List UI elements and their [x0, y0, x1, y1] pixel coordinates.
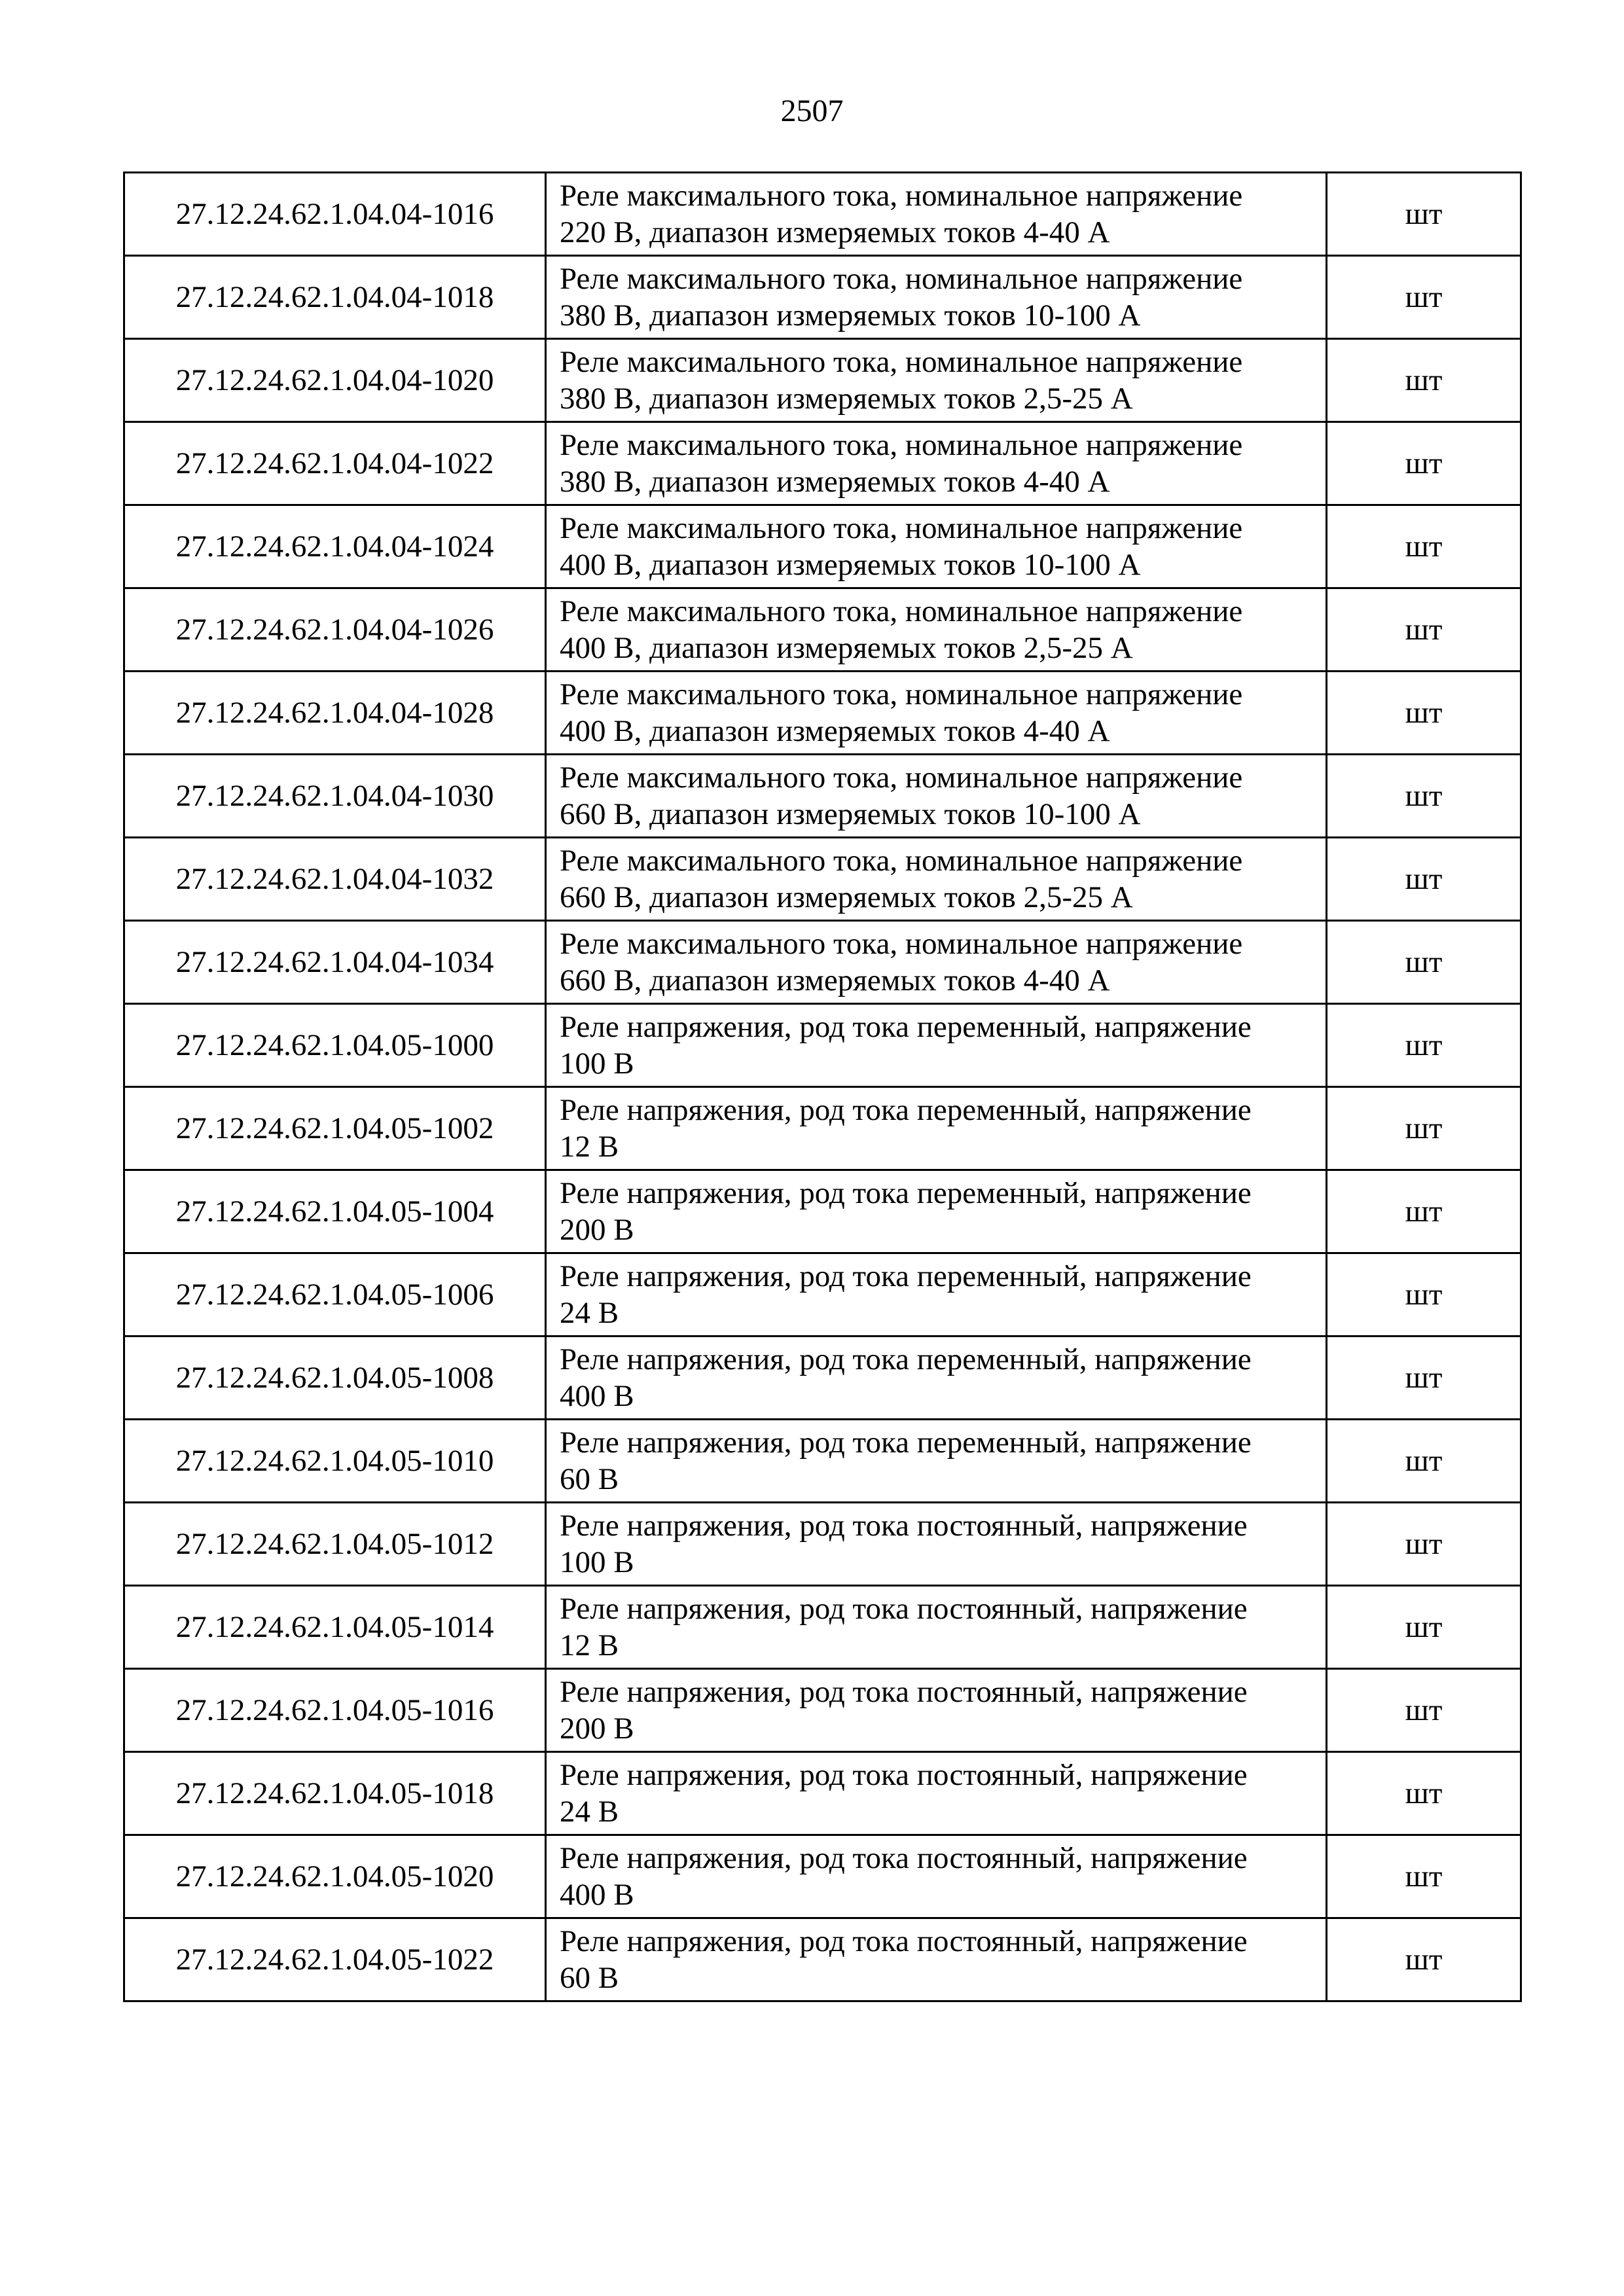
description-line-2: 380 В, диапазон измеряемых токов 2,5-25 А: [560, 382, 1133, 416]
description-line-2: 380 В, диапазон измеряемых токов 4-40 А: [560, 465, 1110, 499]
table-row: [124, 1835, 1521, 1918]
table-row: [124, 1336, 1521, 1420]
resource-description-cell: [546, 1586, 1327, 1669]
unit-cell: шт: [1327, 1669, 1521, 1752]
table-row: [124, 1669, 1521, 1752]
unit-cell: шт: [1327, 1253, 1521, 1336]
table-body: [124, 173, 1521, 2001]
resource-code-cell: 27.12.24.62.1.04.04-1032: [124, 838, 546, 921]
resource-code-cell: 27.12.24.62.1.04.05-1010: [124, 1420, 546, 1503]
resource-description-cell: [546, 505, 1327, 588]
resource-code-cell: 27.12.24.62.1.04.04-1020: [124, 339, 546, 422]
resource-code-cell: 27.12.24.62.1.04.05-1014: [124, 1586, 546, 1669]
table-row: [124, 1503, 1521, 1586]
description-line-2: 400 В: [560, 1878, 634, 1912]
resource-code-cell: 27.12.24.62.1.04.05-1016: [124, 1669, 546, 1752]
unit-cell: шт: [1327, 339, 1521, 422]
description-line-1: Реле максимального тока, номинальное напряжение: [560, 844, 1243, 878]
table-row: [124, 672, 1521, 755]
resource-code-cell: 27.12.24.62.1.04.04-1034: [124, 921, 546, 1004]
resource-description-cell: [546, 1253, 1327, 1336]
unit-cell: шт: [1327, 1586, 1521, 1669]
resource-description-cell: [546, 921, 1327, 1004]
unit-cell: шт: [1327, 755, 1521, 838]
description-line-1: Реле напряжения, род тока переменный, напряжение: [560, 1093, 1252, 1127]
unit-cell: шт: [1327, 1752, 1521, 1835]
resource-code-cell: 27.12.24.62.1.04.05-1000: [124, 1004, 546, 1087]
table-row: [124, 1170, 1521, 1253]
table-row: [124, 422, 1521, 505]
description-line-2: 12 В: [560, 1130, 619, 1164]
resource-code-cell: 27.12.24.62.1.04.05-1020: [124, 1835, 546, 1918]
description-line-2: 200 В: [560, 1712, 634, 1746]
description-line-1: Реле напряжения, род тока переменный, напряжение: [560, 1342, 1252, 1376]
description-line-1: Реле напряжения, род тока постоянный, напряжение: [560, 1509, 1248, 1543]
description-line-2: 24 В: [560, 1296, 619, 1330]
resource-description-cell: [546, 838, 1327, 921]
description-line-1: Реле максимального тока, номинальное напряжение: [560, 262, 1243, 296]
description-line-2: 12 В: [560, 1628, 619, 1662]
resource-description-cell: [546, 1503, 1327, 1586]
unit-cell: шт: [1327, 1918, 1521, 2001]
unit-cell: шт: [1327, 1170, 1521, 1253]
unit-cell: шт: [1327, 173, 1521, 256]
table-row: [124, 1004, 1521, 1087]
description-line-2: 200 В: [560, 1213, 634, 1247]
table-row: [124, 1586, 1521, 1669]
description-line-1: Реле напряжения, род тока переменный, напряжение: [560, 1426, 1252, 1460]
resource-code-cell: 27.12.24.62.1.04.05-1004: [124, 1170, 546, 1253]
description-line-1: Реле максимального тока, номинальное напряжение: [560, 428, 1243, 462]
description-line-1: Реле напряжения, род тока постоянный, напряжение: [560, 1924, 1248, 1958]
resource-description-cell: [546, 672, 1327, 755]
unit-cell: шт: [1327, 588, 1521, 672]
unit-cell: шт: [1327, 422, 1521, 505]
unit-cell: шт: [1327, 505, 1521, 588]
resource-description-cell: [546, 1835, 1327, 1918]
description-line-1: Реле максимального тока, номинальное напряжение: [560, 927, 1243, 961]
description-line-2: 660 В, диапазон измеряемых токов 2,5-25 А: [560, 880, 1133, 914]
resource-description-cell: [546, 1918, 1327, 2001]
description-line-2: 100 В: [560, 1047, 634, 1081]
unit-cell: шт: [1327, 672, 1521, 755]
resource-description-cell: [546, 1004, 1327, 1087]
description-line-2: 60 В: [560, 1961, 619, 1995]
description-line-1: Реле максимального тока, номинальное напряжение: [560, 677, 1243, 711]
table-row: [124, 755, 1521, 838]
description-line-2: 100 В: [560, 1545, 634, 1579]
resource-description-cell: [546, 1336, 1327, 1420]
description-line-2: 60 В: [560, 1462, 619, 1496]
resource-code-cell: 27.12.24.62.1.04.05-1002: [124, 1087, 546, 1170]
resource-code-cell: 27.12.24.62.1.04.04-1028: [124, 672, 546, 755]
description-line-1: Реле максимального тока, номинальное напряжение: [560, 761, 1243, 795]
resource-description-cell: [546, 755, 1327, 838]
table-row: [124, 1918, 1521, 2001]
resource-description-cell: [546, 1087, 1327, 1170]
resource-code-cell: 27.12.24.62.1.04.05-1022: [124, 1918, 546, 2001]
resource-description-cell: [546, 256, 1327, 339]
resource-code-cell: 27.12.24.62.1.04.05-1018: [124, 1752, 546, 1835]
description-line-2: 400 В, диапазон измеряемых токов 10-100 А: [560, 548, 1141, 582]
resource-description-cell: [546, 1420, 1327, 1503]
description-line-1: Реле напряжения, род тока переменный, напряжение: [560, 1259, 1252, 1293]
description-line-1: Реле напряжения, род тока постоянный, напряжение: [560, 1675, 1248, 1709]
resource-description-cell: [546, 1170, 1327, 1253]
resource-description-cell: [546, 1669, 1327, 1752]
description-line-2: 400 В, диапазон измеряемых токов 4-40 А: [560, 714, 1110, 748]
resource-table: [123, 171, 1522, 2002]
resource-code-cell: 27.12.24.62.1.04.04-1024: [124, 505, 546, 588]
unit-cell: шт: [1327, 1420, 1521, 1503]
unit-cell: шт: [1327, 921, 1521, 1004]
unit-cell: шт: [1327, 1336, 1521, 1420]
table-row: [124, 339, 1521, 422]
description-line-2: 380 В, диапазон измеряемых токов 10-100 А: [560, 298, 1141, 332]
unit-cell: шт: [1327, 1087, 1521, 1170]
resource-description-cell: [546, 588, 1327, 672]
resource-code-cell: 27.12.24.62.1.04.05-1006: [124, 1253, 546, 1336]
description-line-2: 660 В, диапазон измеряемых токов 4-40 А: [560, 963, 1110, 997]
description-line-2: 24 В: [560, 1795, 619, 1829]
table-row: [124, 838, 1521, 921]
table-row: [124, 1752, 1521, 1835]
description-line-1: Реле напряжения, род тока переменный, напряжение: [560, 1010, 1252, 1044]
table-row: [124, 505, 1521, 588]
resource-code-cell: 27.12.24.62.1.04.04-1022: [124, 422, 546, 505]
description-line-1: Реле максимального тока, номинальное напряжение: [560, 594, 1243, 628]
table-row: [124, 1253, 1521, 1336]
resource-code-cell: 27.12.24.62.1.04.04-1026: [124, 588, 546, 672]
table-row: [124, 588, 1521, 672]
description-line-1: Реле напряжения, род тока постоянный, напряжение: [560, 1592, 1248, 1626]
resource-code-cell: 27.12.24.62.1.04.04-1030: [124, 755, 546, 838]
description-line-1: Реле напряжения, род тока переменный, напряжение: [560, 1176, 1252, 1210]
table-row: [124, 173, 1521, 256]
description-line-2: 660 В, диапазон измеряемых токов 10-100 А: [560, 797, 1141, 831]
table-row: [124, 256, 1521, 339]
description-line-1: Реле напряжения, род тока постоянный, напряжение: [560, 1841, 1248, 1875]
table-row: [124, 1420, 1521, 1503]
unit-cell: шт: [1327, 1004, 1521, 1087]
unit-cell: шт: [1327, 256, 1521, 339]
description-line-1: Реле напряжения, род тока постоянный, напряжение: [560, 1758, 1248, 1792]
unit-cell: шт: [1327, 838, 1521, 921]
table-row: [124, 921, 1521, 1004]
resource-description-cell: [546, 339, 1327, 422]
resource-description-cell: [546, 422, 1327, 505]
resource-code-cell: 27.12.24.62.1.04.04-1016: [124, 173, 546, 256]
resource-code-cell: 27.12.24.62.1.04.05-1008: [124, 1336, 546, 1420]
description-line-2: 400 В, диапазон измеряемых токов 2,5-25 А: [560, 631, 1133, 665]
resource-code-cell: 27.12.24.62.1.04.04-1018: [124, 256, 546, 339]
description-line-1: Реле максимального тока, номинальное напряжение: [560, 179, 1243, 213]
description-line-1: Реле максимального тока, номинальное напряжение: [560, 511, 1243, 545]
unit-cell: шт: [1327, 1503, 1521, 1586]
description-line-1: Реле максимального тока, номинальное напряжение: [560, 345, 1243, 379]
description-line-2: 400 В: [560, 1379, 634, 1413]
page-number: 2507: [780, 94, 844, 128]
resource-description-cell: [546, 173, 1327, 256]
description-line-2: 220 В, диапазон измеряемых токов 4-40 А: [560, 215, 1110, 249]
resource-code-cell: 27.12.24.62.1.04.05-1012: [124, 1503, 546, 1586]
unit-cell: шт: [1327, 1835, 1521, 1918]
table-row: [124, 1087, 1521, 1170]
resource-description-cell: [546, 1752, 1327, 1835]
